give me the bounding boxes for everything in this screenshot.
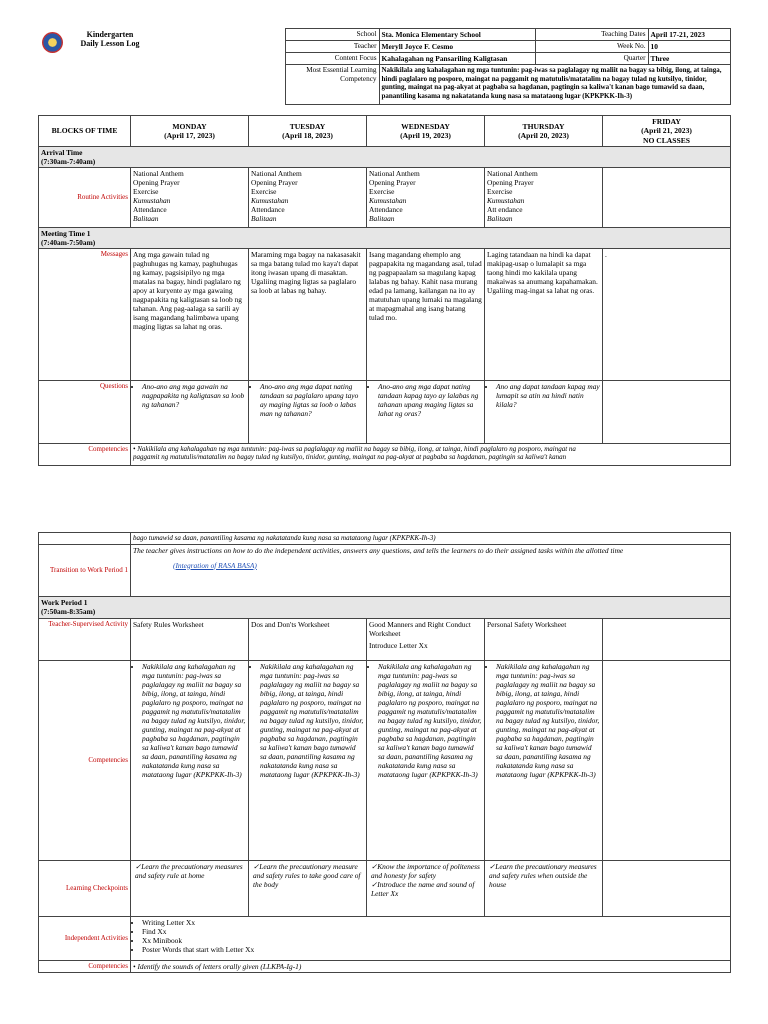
dates-label: Teaching Dates [535, 29, 648, 41]
activity-item: • Writing Letter Xx [142, 918, 728, 927]
routine-item: Kumustahan [369, 195, 407, 205]
routine-item: Opening Prayer [487, 177, 534, 187]
routine-item: Opening Prayer [369, 177, 416, 187]
competencies-continued: bago tumawid sa daan, panantiling kasama ng nakatatanda kung nasa sa matataong lugar (KPKPKK-Ih-3) [131, 533, 731, 545]
wednesday-header [367, 116, 485, 147]
friday-date: (April 21, 2023) [641, 126, 692, 136]
thursday-label: THURSDAY [522, 121, 565, 131]
quarter-value: Three [648, 53, 730, 65]
checkpoint-fri [603, 860, 731, 916]
meeting-time-section [39, 227, 731, 248]
message-fri: . [603, 248, 731, 380]
tsa-tue: Dos and Don'ts Worksheet [249, 618, 367, 660]
message-wed: Isang magandang ehemplo ang pagpapakita ng magandang asal, tulad ng pagpapaalam sa magulang kapag lalabas ng bahay. Kahit nasa murang edad pa lamang, kailangan na ito ay matutuhan upang lumaki na magalang at mapagmahal ang isang batang tulad mo. [367, 248, 485, 380]
content-focus-value: Kahalagahan ng Pansariling Kaligtasan [379, 53, 535, 65]
routine-mon [131, 167, 249, 227]
routine-wed [367, 167, 485, 227]
checkpoint-thu [485, 860, 603, 916]
question-fri [603, 380, 731, 443]
competencies2-label: Competencies [39, 960, 131, 972]
tsa-thu: Personal Safety Worksheet [485, 618, 603, 660]
routine-item: Exercise [487, 186, 513, 196]
question-thu [485, 380, 603, 443]
activity-item: • Poster Words that start with Letter Xx [142, 945, 728, 954]
schedule-table-page1 [38, 115, 731, 466]
competency-text: • Nakikilala ang kahalagahan ng mga tuntunin: pag-iwas sa paglalagay ng maliit na bagay sa bibig, ilong, at tainga, hindi paglalaro ng posporo, maingat na paggamit ng matutulis/matatalim na bagay tulad ng kutsilyo, tinidor, gunting, maingat na pag-akyat at pagbaba sa hagdanan, pagtingin sa kaliwa't kanan bago tumawid sa daan, panantiling kasama ng nakatatanda kung nasa sa matataong lugar (KPKPKK-Ih-3) [260, 662, 364, 779]
routine-item: National Anthem [487, 168, 538, 178]
routine-item: Opening Prayer [133, 177, 180, 187]
tsa-text: Good Manners and Right Conduct Worksheet [369, 619, 471, 638]
tsa-wed [367, 618, 485, 660]
routine-item: Balitaan [251, 213, 277, 223]
checkpoint-text: ✓ Learn the precautionary measures and safety rules when outside the house [489, 862, 600, 889]
messages-label: Messages [39, 248, 131, 380]
routine-item: Attendance [369, 204, 403, 214]
independent-activities [131, 916, 731, 960]
routine-item: National Anthem [251, 168, 302, 178]
routine-item: Balitaan [369, 213, 395, 223]
friday-note: NO CLASSES [642, 135, 691, 145]
work-comp-mon [131, 660, 249, 860]
dates-value: April 17-21, 2023 [648, 29, 730, 41]
lesson-log-table-page1 [38, 28, 731, 105]
checkpoint-text: ✓ Introduce the name and sound of Letter Xx [371, 880, 482, 898]
thursday-date: (April 20, 2023) [518, 130, 569, 140]
tsa-fri [603, 618, 731, 660]
wednesday-label: WEDNESDAY [401, 121, 450, 131]
question-text: • Ano-ano ang mga dapat nating tandaan sa paglalaro upang tayo ay maging ligtas sa loob o labas man ng tahanan? [260, 382, 364, 418]
routine-item: Attendance [251, 204, 285, 214]
questions-label: Questions [39, 380, 131, 443]
transition-text: The teacher gives instructions on how to do the independent activities, answers any questions, and tells the learners to do their assigned tasks within the allotted time [133, 545, 624, 555]
rasa-basa-link[interactable]: (Integration of RASA BASA) [173, 560, 257, 570]
friday-label: FRIDAY [652, 117, 681, 126]
meeting-title: Meeting Time 1 [41, 228, 91, 238]
friday-header [603, 116, 731, 147]
competency-text: • Nakikilala ang kahalagahan ng mga tuntunin: pag-iwas sa paglalagay ng maliit na bagay sa bibig, ilong, at tainga, hindi paglalaro ng posporo, maingat na paggamit ng matutulis/matatalim na bagay tulad ng kutsilyo, tinidor, gunting, maingat na pag-akyat at pagbaba sa hagdanan, pagtingin sa kaliwa't kanan bago tumawid sa daan, panantiling kasama ng nakatatanda kung nasa sa matataong lugar (KPKPKK-Ih-3) [496, 662, 600, 779]
monday-label: MONDAY [172, 121, 207, 131]
checkpoint-text: ✓ Learn the precautionary measures and safety rule at home [135, 862, 246, 880]
tsa-label: Teacher-Supervised Activity [39, 618, 131, 660]
routine-item: Kumustahan [251, 195, 289, 205]
week-value: 10 [648, 41, 730, 53]
arrival-time-section [39, 146, 731, 167]
work-period-section [39, 596, 731, 618]
mel-label: Most Essential Learning Competency [285, 65, 379, 105]
competencies-label: Competencies [39, 443, 131, 465]
competency-line: • Nakikilala ang kahalagahan ng mga tuntunin: pag-iwas sa paglalagay ng maliit na bagay sa bibig, ilong, at tainga, hindi paglalaro ng posporo, maingat na [133, 444, 576, 453]
title-line1: Kindergarten [86, 29, 134, 39]
title-block [38, 29, 285, 65]
routine-item: National Anthem [133, 168, 184, 178]
message-mon: Ang mga gawain tulad ng paghuhugas ng kamay, paghuhugas ng kamay, pagsisipilyo ng mga matalas na bagay, hindi paglalaro ng apoy at kuryente ay mga gawaing nagpapakita ng kaligtasan sa loob ng tahanan. Ang pag-aalaga sa sarili ay isang magandang halimbawa upang maging ligtas sa lahat ng oras. [131, 248, 249, 380]
routine-item: Att endance [487, 204, 523, 214]
blocks-of-time-header: BLOCKS OF TIME [39, 116, 131, 147]
checkpoint-wed [367, 860, 485, 916]
transition-content [131, 544, 731, 596]
routine-activities-label: Routine Activities [39, 167, 131, 227]
work-title: Work Period 1 [41, 597, 88, 607]
routine-fri [603, 167, 731, 227]
transition-label: Transition to Work Period 1 [39, 544, 131, 596]
work-competencies-label: Competencies [39, 660, 131, 860]
question-text: • Ano-ano ang mga gawain na nagpapakita ng kaligtasan sa loob ng tahanan? [142, 382, 246, 409]
tuesday-date: (April 18, 2023) [282, 130, 333, 140]
monday-header [131, 116, 249, 147]
message-thu: Laging tatandaan na hindi ka dapat makipag-usap o lumalapit sa mga taong hindi mo kakilala upang makaiwas sa anumang kapahamakan. Ugaliing mag-ingat sa lahat ng oras. [485, 248, 603, 380]
question-text: • Ano-ano ang mga dapat nating tandaan kapag tayo ay lalabas ng tahanan upang maging ligtas sa lahat ng oras? [378, 382, 482, 418]
competency-text: Identify the sounds of letters orally given (LLKPA-Ig-1) [137, 961, 302, 971]
tuesday-label: TUESDAY [289, 121, 326, 131]
monday-date: (April 17, 2023) [164, 130, 215, 140]
continued-blank [39, 533, 131, 545]
competency-text: • Nakikilala ang kahalagahan ng mga tuntunin: pag-iwas sa paglalagay ng maliit na bagay sa bibig, ilong, at tainga, hindi paglalaro ng posporo, maingat na paggamit ng matutulis/matatalim na bagay tulad ng kutsilyo, tinidor, gunting, maingat na pag-akyat at pagbaba sa hagdanan, pagtingin sa kaliwa't kanan bago tumawid sa daan, panantiling kasama ng nakatatanda kung nasa sa matataong lugar (KPKPKK-Ih-3) [378, 662, 482, 779]
question-text: • Ano ang dapat tandaan kapag may lumapit sa atin na hindi natin kilala? [496, 382, 600, 409]
routine-item: Exercise [251, 186, 277, 196]
routine-item: Attendance [133, 204, 167, 214]
tsa-mon: Safety Rules Worksheet [131, 618, 249, 660]
routine-item: Kumustahan [133, 195, 171, 205]
teacher-label: Teacher [285, 41, 379, 53]
checkpoint-mon [131, 860, 249, 916]
mel-value: Nakikilala ang kahalagahan ng mga tuntunin: pag-iwas sa paglalagay ng maliit na bagay sa bibig, ilong, at tainga, hindi paglalaro ng posporo, maingat na paggamit ng matutulis/matatalim na bagay tulad ng kutsilyo, tinidor, gunting, maingat na pag-akyat at pagbaba sa hagdanan, pagtingin sa kaliwa't kanan bago tumawid sa daan, panantiling kasama ng nakatatanda kung nasa sa matataong lugar (KPKPKK-Ih-3) [379, 65, 730, 105]
routine-tue [249, 167, 367, 227]
school-label: School [285, 29, 379, 41]
work-comp-thu [485, 660, 603, 860]
title-line2: Daily Lesson Log [80, 39, 140, 49]
arrival-time: (7:30am-7:40am) [41, 156, 96, 166]
meeting-competencies [131, 443, 731, 465]
routine-item: National Anthem [369, 168, 420, 178]
checkpoint-text: ✓ Learn the precautionary measure and safety rules to take good care of the body [253, 862, 364, 889]
message-tue: Maraming mga bagay na nakasasakit sa mga batang tulad mo kaya't dapat itong iwasan upang di masaktan. Ugaliing maging ligtas sa paglalaro sa loob at labas ng bahay. [249, 248, 367, 380]
school-value: Sta. Monica Elementary School [379, 29, 535, 41]
content-focus-label: Content Focus [285, 53, 379, 65]
competency-line: paggamit ng matutulis/matatalim na bagay tulad ng kutsilyo, tinidor, gunting, maingat na pag-akyat at pagbaba sa hagdanan, pagtingin sa kaliwa't kanan [133, 453, 567, 462]
activity-item: • Xx Minibook [142, 936, 728, 945]
independent-activities-label: Independent Activities [39, 916, 131, 960]
tsa-text: Introduce Letter Xx [369, 640, 428, 650]
competency-text: • Nakikilala ang kahalagahan ng mga tuntunin: pag-iwas sa paglalagay ng maliit na bagay sa bibig, ilong, at tainga, hindi paglalaro ng posporo, maingat na paggamit ng matutulis/matatalim na bagay tulad ng kutsilyo, tinidor, gunting, maingat na pag-akyat at pagbaba sa hagdanan, pagtingin sa kaliwa't kanan bago tumawid sa daan, panantiling kasama ng nakatatanda kung nasa sa matataong lugar (KPKPKK-Ih-3) [142, 662, 246, 779]
routine-item: Opening Prayer [251, 177, 298, 187]
routine-item: Exercise [133, 186, 159, 196]
work-time: (7:50am-8:35am) [41, 606, 96, 616]
work-comp-wed [367, 660, 485, 860]
routine-item: Balitaan [487, 213, 513, 223]
week-label: Week No. [535, 41, 648, 53]
tuesday-header [249, 116, 367, 147]
checkpoint-tue [249, 860, 367, 916]
routine-item: Exercise [369, 186, 395, 196]
learning-checkpoints-label: Learning Checkpoints [39, 860, 131, 916]
checkpoint-text: ✓ Know the importance of politeness and honesty for safety [371, 862, 482, 880]
routine-item: Balitaan [133, 213, 159, 223]
quarter-label: Quarter [535, 53, 648, 65]
thursday-header [485, 116, 603, 147]
arrival-title: Arrival Time [41, 147, 83, 157]
competencies2: • Identify the sounds of letters orally given (LLKPA-Ig-1) [131, 960, 731, 972]
routine-thu [485, 167, 603, 227]
routine-item: Kumustahan [487, 195, 525, 205]
activity-item: • Find Xx [142, 927, 728, 936]
question-tue [249, 380, 367, 443]
competency-text: Nakikilala ang kahalagahan ng mga tuntunin: pag-iwas sa paglalagay ng maliit na bagay sa bibig, ilong, at tainga, hindi paglalaro ng posporo, maingat na [137, 444, 576, 453]
meeting-time: (7:40am-7:50am) [41, 237, 96, 247]
work-comp-tue [249, 660, 367, 860]
schedule-table-page2 [38, 532, 731, 973]
question-wed [367, 380, 485, 443]
wednesday-date: (April 19, 2023) [400, 130, 451, 140]
work-comp-fri [603, 660, 731, 860]
question-mon [131, 380, 249, 443]
teacher-value: Meryll Joyce F. Cesmo [379, 41, 535, 53]
